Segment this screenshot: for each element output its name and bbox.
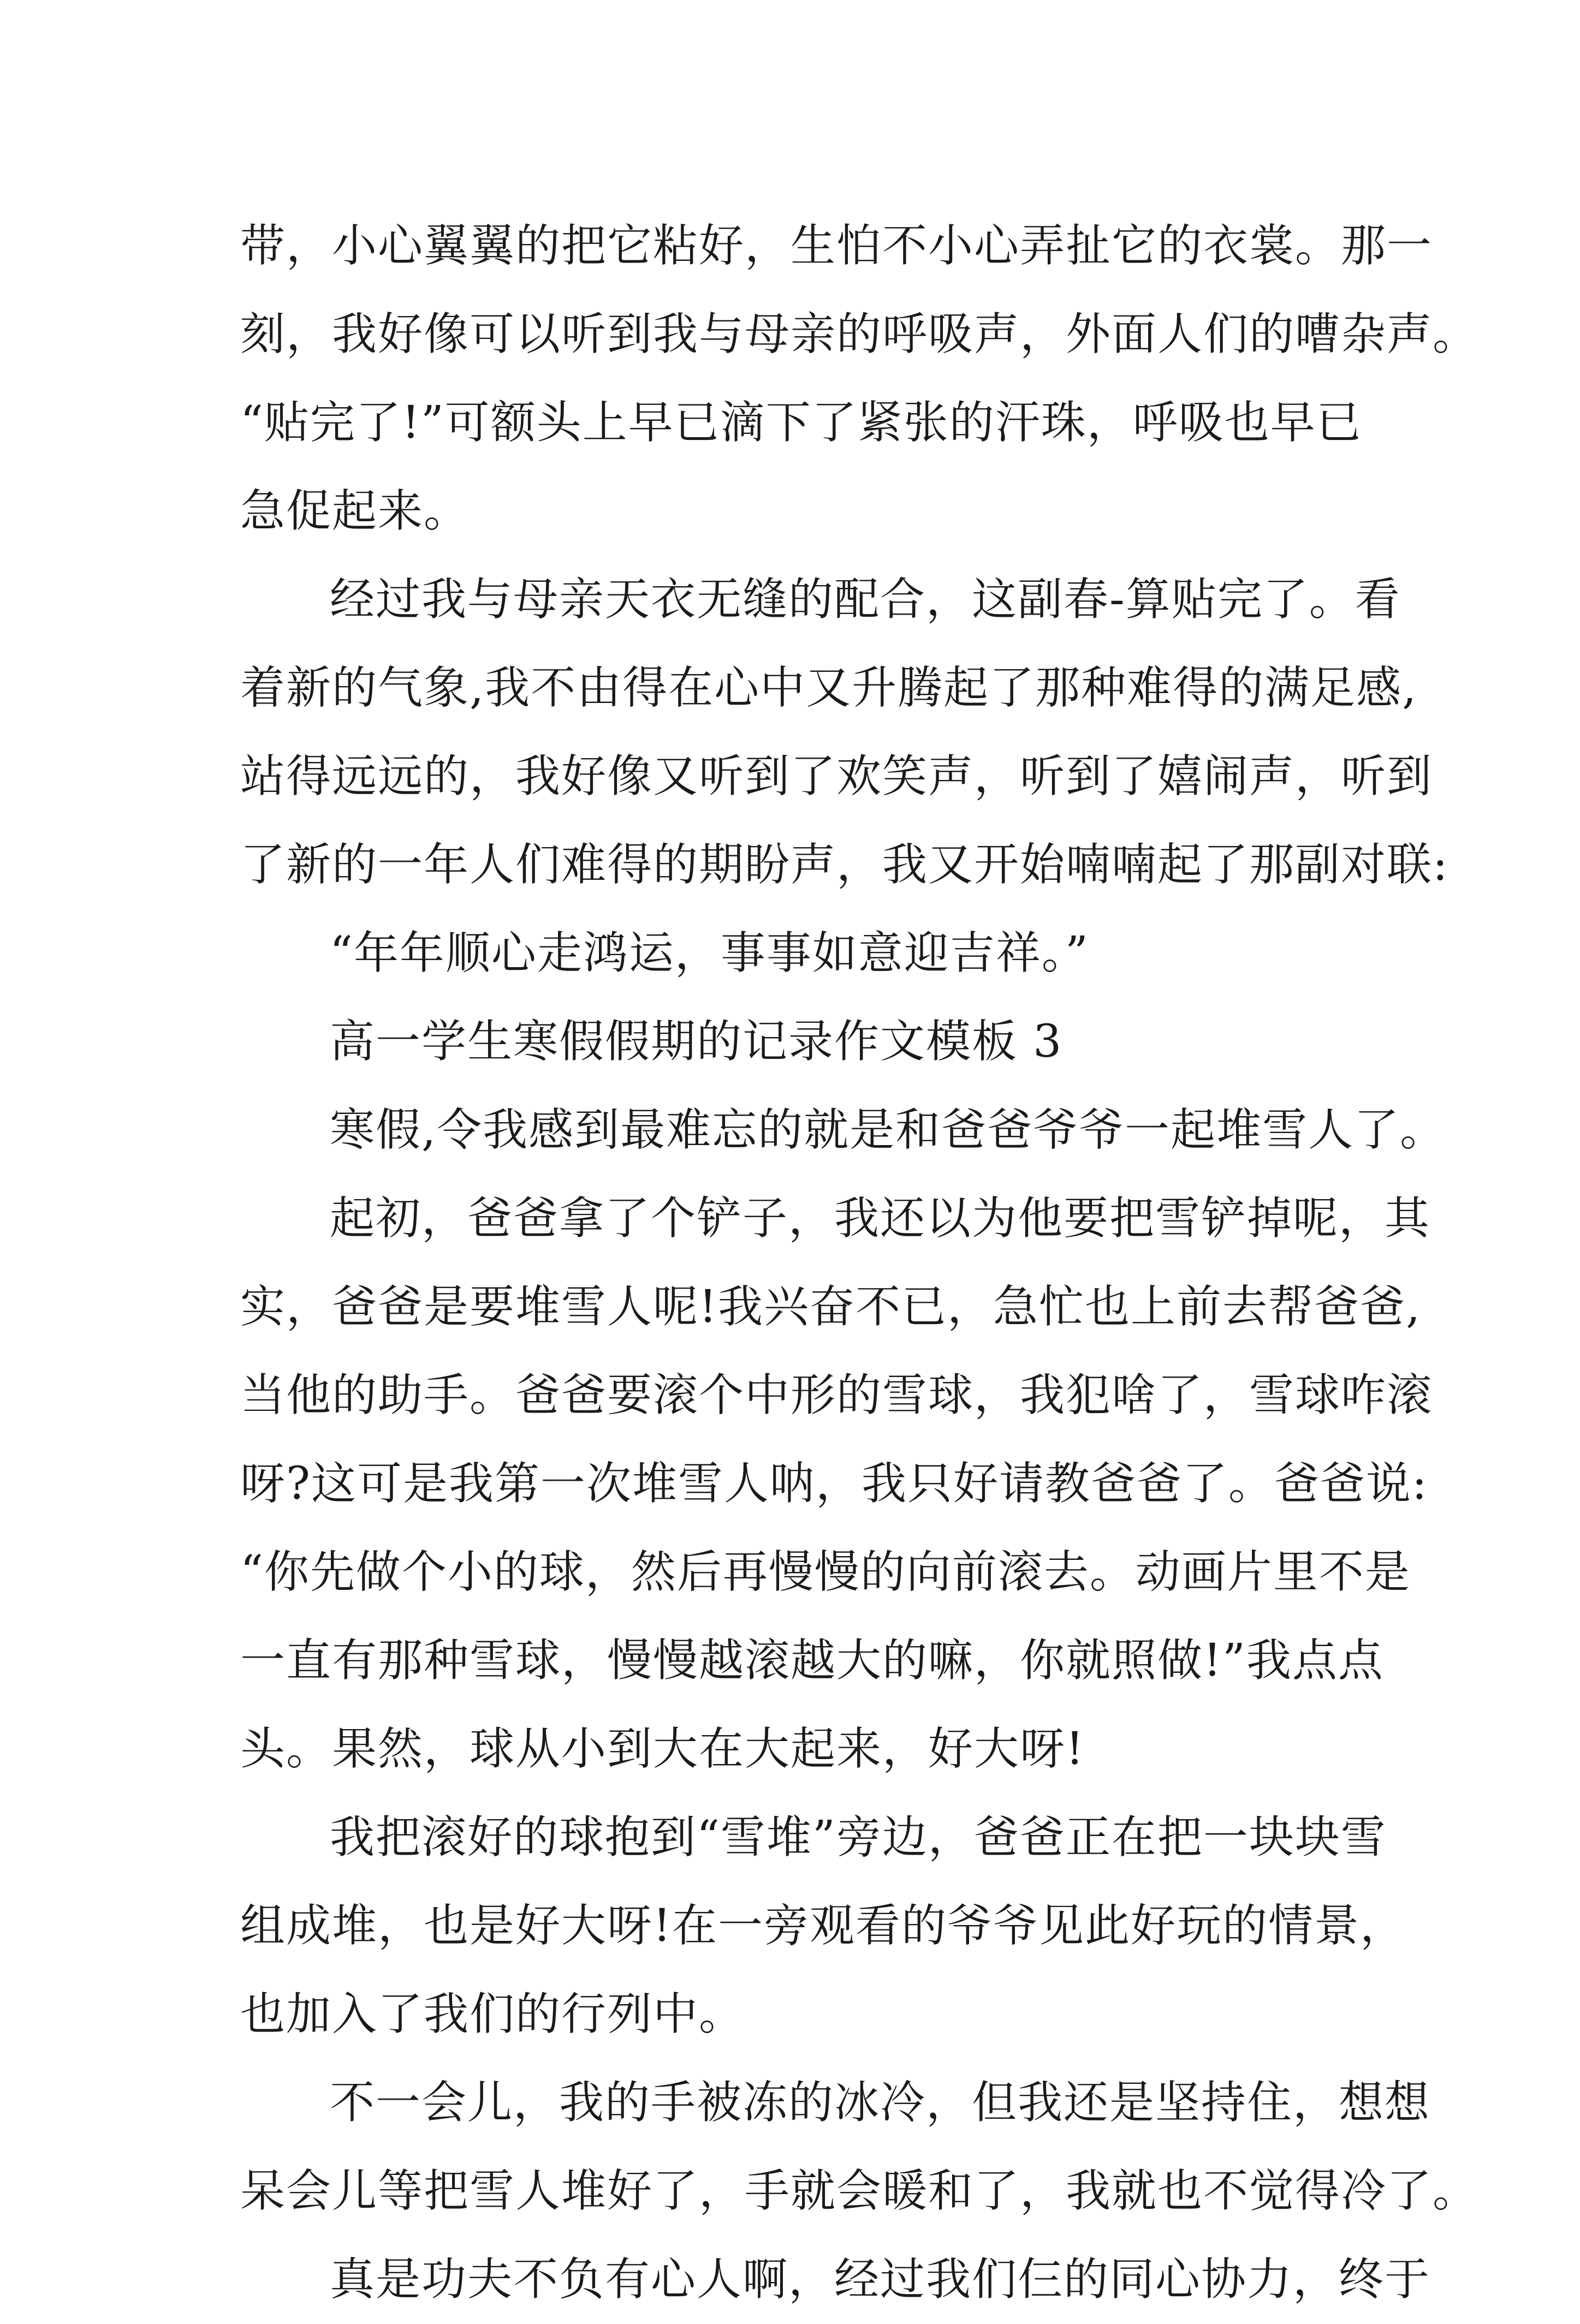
text-line: “贴完了!”可额头上早已滴下了紧张的汗珠，呼吸也早已	[240, 397, 1362, 449]
text-line: 起初，爸爸拿了个铲子，我还以为他要把雪铲掉呢，其	[330, 1193, 1431, 1244]
section-title: 高一学生寒假假期的记录作文模板 3	[330, 1016, 1063, 1068]
text-line: 着新的气象,我不由得在心中又升腾起了那种难得的满足感,	[240, 662, 1418, 714]
text-line: 经过我与母亲天衣无缝的配合，这副春-算贴完了。看	[330, 574, 1401, 625]
text-line: 急促起来。	[240, 485, 470, 537]
text-line: 刻，我好像可以听到我与母亲的呼吸声，外面人们的嘈杂声。	[240, 308, 1479, 360]
text-line: 带，小心翼翼的把它粘好，生怕不小心弄扯它的衣裳。那一	[240, 220, 1433, 272]
text-line: 呀?这可是我第一次堆雪人呐，我只好请教爸爸了。爸爸说:	[240, 1458, 1428, 1510]
text-line: “你先做个小的球，然后再慢慢的向前滚去。动画片里不是	[240, 1546, 1411, 1598]
document-body	[240, 202, 1479, 2324]
text-line: 实，爸爸是要堆雪人呢!我兴奋不已，急忙也上前去帮爸爸,	[240, 1281, 1422, 1333]
text-line: 站得远远的，我好像又听到了欢笑声，听到了嬉闹声，听到	[240, 750, 1433, 802]
text-line: 真是功夫不负有心人啊，经过我们仨的同心协力，终于	[330, 2254, 1431, 2305]
text-line: 寒假,令我感到最难忘的就是和爸爸爷爷一起堆雪人了。	[330, 1104, 1446, 1156]
text-line: 呆会儿等把雪人堆好了，手就会暖和了，我就也不觉得冷了。	[240, 2165, 1479, 2217]
text-line: 了新的一年人们难得的期盼声，我又开始喃喃起了那副对联:	[240, 839, 1449, 891]
text-line: “年年顺心走鸿运，事事如意迎吉祥。”	[330, 927, 1089, 979]
text-line: 我把滚好的球抱到“雪堆”旁边，爸爸正在把一块块雪	[330, 1811, 1387, 1863]
text-line: 也加入了我们的行列中。	[240, 1988, 745, 2040]
text-line: 组成堆，也是好大呀!在一旁观看的爷爷见此好玩的情景，	[240, 1900, 1406, 1952]
text-line: 头。果然，球从小到大在大起来，好大呀!	[240, 1723, 1085, 1775]
text-line: 一直有那种雪球，慢慢越滚越大的嘛，你就照做!”我点点	[240, 1635, 1384, 1687]
text-line: 当他的助手。爸爸要滚个中形的雪球，我犯啥了，雪球咋滚	[240, 1369, 1433, 1421]
text-line: 不一会儿，我的手被冻的冰冷，但我还是坚持住，想想	[330, 2077, 1431, 2129]
